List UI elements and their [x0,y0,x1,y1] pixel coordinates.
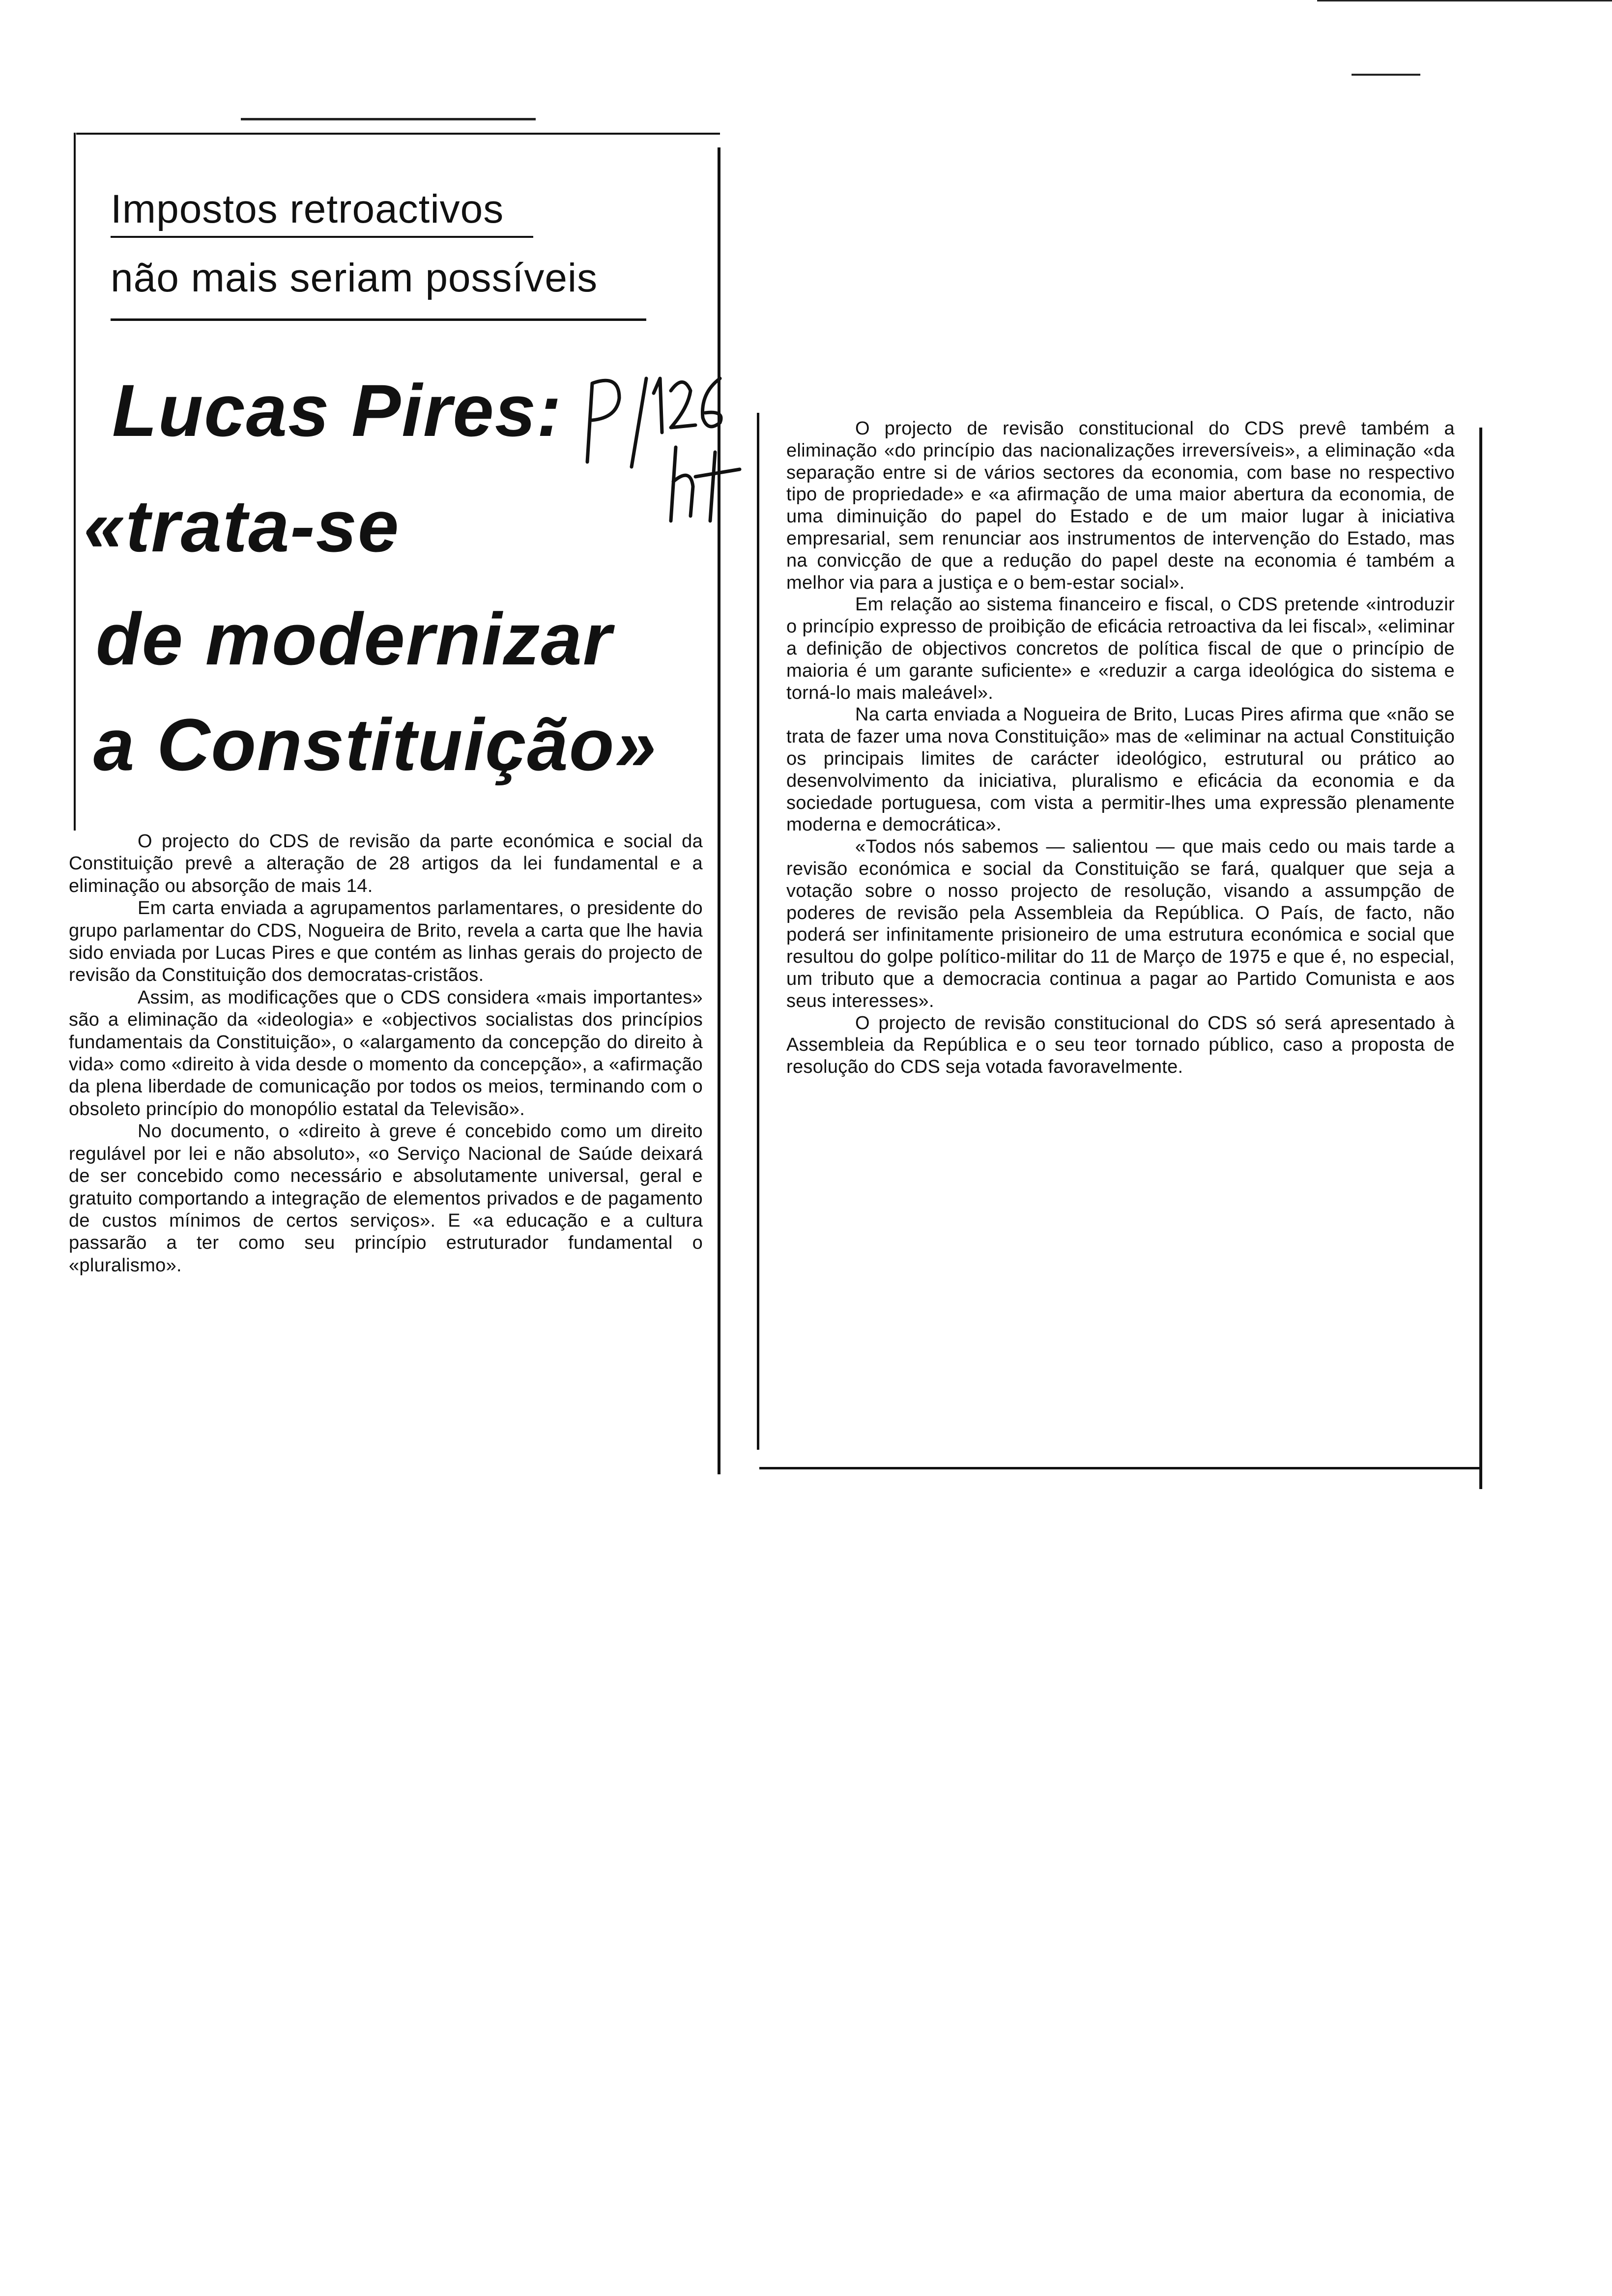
left-paragraph-2: Em carta enviada a agrupamentos parlamentares, o presidente do grupo parlamentar do CDS, Nogueira de Brito, revela a carta que lhe havia sido enviada por Lucas Pires e que contém as linhas gerais do projecto de revisão da Constituição dos democratas-cristãos. [69,898,703,986]
headline-line-1: Lucas Pires: [112,369,563,452]
right-clipping-right-border [1479,428,1482,1489]
right-paragraph-2: Em relação ao sistema financeiro e fiscal, o CDS pretende «introduzir o princípio expresso de proibição de eficácia retroactiva da lei fiscal», «eliminar a definição de objectivos concretos de política fiscal de que o princípio de maioria é um garante suficiente» e «reduzir a carga ideológica do sistema e torná-lo mais maleável». [786,594,1455,703]
headline-line-2: «trata-se [84,485,400,567]
left-article-body [69,831,703,1277]
scan-mark-top-right [1352,74,1420,76]
right-paragraph-3: Na carta enviada a Nogueira de Brito, Lucas Pires afirma que «não se trata de fazer uma nova Constituição» mas de «eliminar na actual Constituição os principais limites de carácter ideológico, estrutural ou prático ao desenvolvimento da iniciativa, pluralismo e eficácia da economia e da sociedade portuguesa, com vista a permitir-lhes uma expressão plenamente moderna e democrática». [786,704,1455,835]
kicker-line-2: não mais seriam possíveis [111,256,598,300]
right-paragraph-1: O projecto de revisão constitucional do CDS prevê também a eliminação «do princípio das nacionalizações irreversíveis», a eliminação «da separação entre si de vários sectores da economia, com base no respectivo tipo de propriedade» e «a afirmação de uma maior abertura da economia, de uma diminuição do papel do Estado e de um maior lugar à iniciativa empresarial, sem renunciar aos instrumentos de intervenção do Estado, mas na convicção de que a redução do papel deste na economia é também a melhor via para a justiça e o bem-estar social». [786,418,1455,593]
left-paragraph-4: No documento, o «direito à greve é concebido como um direito regulável por lei e não absoluto», «o Serviço Nacional de Saúde deixará de ser concebido como necessário e absolutamente universal, geral e gratuito comportando a integração de elementos privados e de pagamento de custos mínimos de certos serviços». E «a educação e a cultura passarão a ter como seu princípio estruturador fundamental o «pluralismo». [69,1121,703,1276]
scan-mark-top-far [1317,0,1612,1]
right-clipping-bottom-border [759,1467,1482,1469]
headline-line-4: a Constituição» [93,703,657,786]
kicker-line-1: Impostos retroactivos [111,187,504,231]
left-paragraph-1: O projecto do CDS de revisão da parte económica e social da Constituição prevê a alteração de 28 artigos da lei fundamental e a eliminação ou absorção de mais 14. [69,831,703,896]
scan-mark-top [241,118,536,120]
right-paragraph-5: O projecto de revisão constitucional do CDS só será apresentado à Assembleia da República e o seu teor tornado público, caso a proposta de resolução do CDS seja votada favoravelmente. [786,1012,1455,1078]
right-clipping-left-border [757,413,759,1450]
right-article-body [786,418,1455,1078]
kicker-rule-2 [111,318,646,321]
left-paragraph-3: Assim, as modificações que o CDS considera «mais importantes» são a eliminação da «ideologia» e «objectivos socialistas dos princípios fundamentais da Constituição», o «alargamento da concepção do direito à vida» como «direito à vida desde o momento da concepção», a «afirmação da plena liberdade de comunicação por todos os meios, terminando com o obsoleto princípio do monopólio estatal da Televisão». [69,987,703,1119]
left-clipping-right-border [718,147,720,1474]
handwritten-archive-note [573,364,749,526]
headline-line-3: de modernizar [96,598,613,680]
left-clipping-left-border [74,133,76,831]
kicker-rule-1 [111,236,533,238]
right-paragraph-4: «Todos nós sabemos — salientou — que mais cedo ou mais tarde a revisão económica e social da Constituição se fará, qualquer que seja a votação sobre o nosso projecto de resolução, visando a assumpção de poderes de revisão pela Assembleia da República. O País, de facto, não poderá ser infinitamente prisioneiro de uma estrutura económica e social que resultou do golpe político-militar do 11 de Março de 1975 e que é, no especial, um tributo que a democracia continua a pagar ao Partido Comunista e aos seus interesses». [786,836,1455,1011]
left-clipping-top-border [76,133,720,135]
